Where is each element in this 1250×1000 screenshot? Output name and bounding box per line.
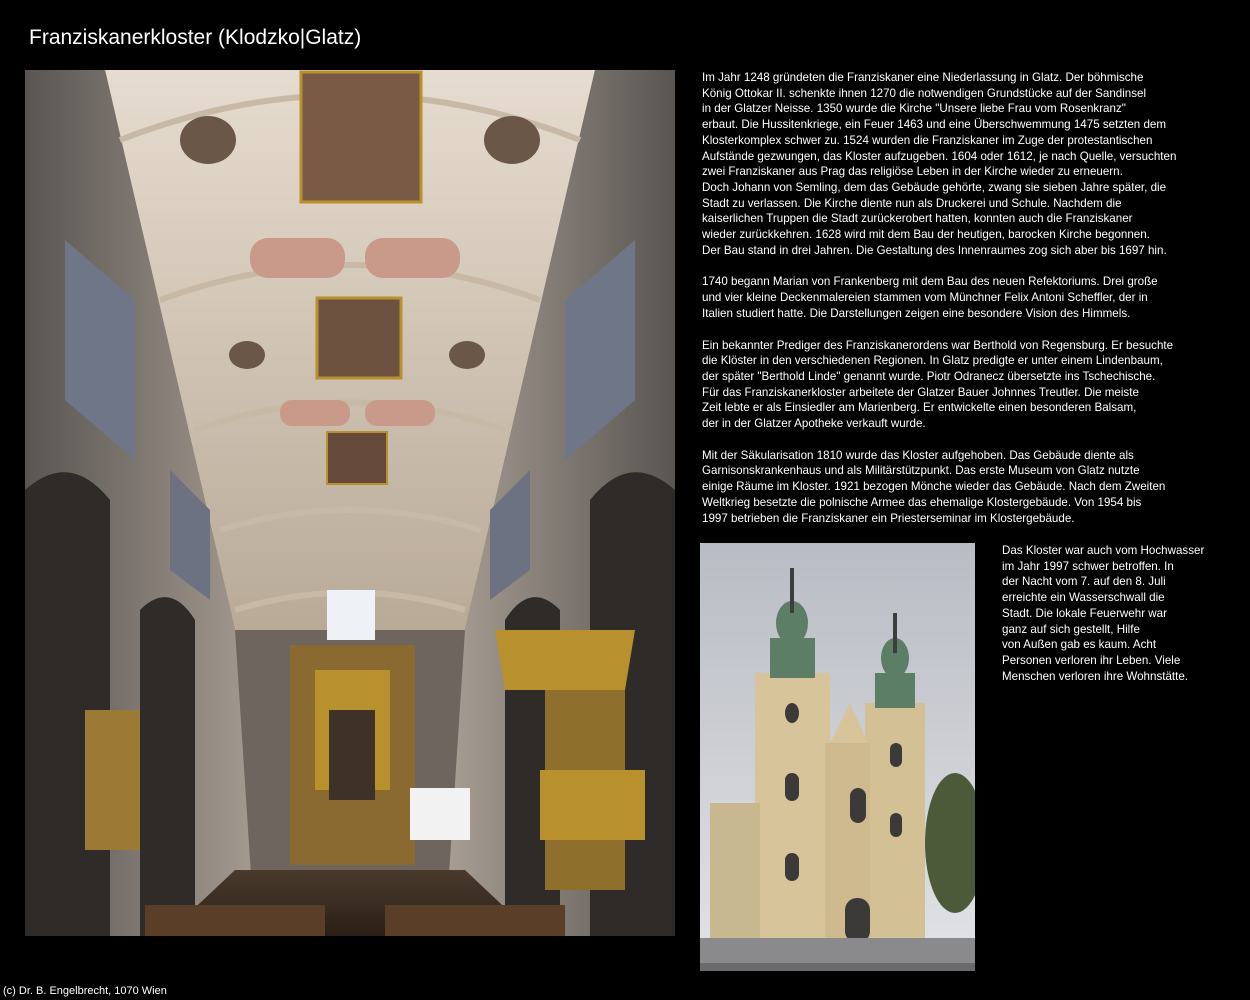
text-line: wieder zurückkehren. 1628 wird mit dem Bau der heutigen, barocken Kirche begonnen. — [702, 228, 1150, 242]
text-line: Der Bau stand in drei Jahren. Die Gestaltung des Innenraumes zog sich aber bis 1697 hin. — [702, 243, 1167, 257]
text-line: Personen verloren ihr Leben. Viele — [1002, 653, 1181, 667]
paragraph-berthold — [702, 338, 1232, 432]
text-line: erreichte ein Wasserschwall die — [1002, 591, 1165, 605]
text-line: die Klöster in den verschiedenen Regionen. In Glatz predigte er unter einem Lindenbaum, — [702, 354, 1163, 368]
text-line: Zeit lebte er als Einsiedler am Marienberg. Er entwickelte einen besonderen Balsam, — [702, 401, 1137, 415]
text-line: in der Glatzer Neisse. 1350 wurde die Kirche "Unsere liebe Frau vom Rosenkranz" — [702, 102, 1126, 116]
paragraph-refectory — [702, 274, 1232, 321]
text-line: von Außen gab es kaum. Acht — [1002, 638, 1157, 652]
text-line: und vier kleine Deckenmalereien stammen vom Münchner Felix Antoni Scheffler, der in — [702, 291, 1148, 305]
text-line: der Nacht vom 7. auf den 8. Juli — [1002, 575, 1166, 589]
text-line: im Jahr 1997 schwer betroffen. In — [1002, 559, 1174, 573]
text-line: ganz auf sich gestellt, Hilfe — [1002, 622, 1140, 636]
church-facade-illustration — [700, 543, 975, 971]
text-line: Aufstände gezwungen, das Kloster aufzugeben. 1604 oder 1612, je nach Quelle, versuchten — [702, 149, 1177, 163]
text-line: Garnisonskrankenhaus und als Militärstützpunkt. Das erste Museum von Glatz nutzte — [702, 464, 1140, 478]
text-line: der in der Glatzer Apotheke verkauft wurde. — [702, 417, 926, 431]
text-line: Mit der Säkularisation 1810 wurde das Kloster aufgehoben. Das Gebäude diente als — [702, 448, 1134, 462]
text-line: Menschen verloren ihre Wohnstätte. — [1002, 669, 1189, 683]
text-line: 1997 betrieben die Franziskaner ein Priesterseminar im Klostergebäude. — [702, 511, 1075, 525]
page-title: Franziskanerkloster (Klodzko|Glatz) — [29, 26, 362, 49]
text-line: Stadt. Die lokale Feuerwehr war — [1002, 606, 1167, 620]
text-line: Klosterkomplex schwer zu. 1524 wurden die Franziskaner im Zuge der protestantischen — [702, 133, 1153, 147]
church-exterior-photo — [700, 543, 975, 971]
paragraph-secularisation — [702, 448, 1232, 527]
text-line: Für das Franziskanerkloster arbeitete der Glatzer Bauer Johnnes Treutler. Die meiste — [702, 385, 1139, 399]
church-interior-photo — [25, 70, 675, 936]
text-line: Ein bekannter Prediger des Franziskanerordens war Berthold von Regensburg. Er besuchte — [702, 338, 1174, 352]
copyright-notice: (c) Dr. B. Engelbrecht, 1070 Wien — [3, 985, 167, 997]
paragraph-history-founding — [702, 70, 1232, 258]
text-line: der später "Berthold Linde" genannt wurde. Piotr Odranecz übersetzte ins Tschechische. — [702, 369, 1156, 383]
church-interior-illustration — [25, 70, 675, 936]
text-line: König Ottokar II. schenkte ihnen 1270 die notwendigen Grundstücke auf der Sandinsel — [702, 86, 1147, 100]
text-line: kaiserlichen Truppen die Stadt zurückerobert hatten, konnten auch die Franziskaner — [702, 212, 1133, 226]
history-text — [702, 70, 1232, 542]
text-line: erbaut. Die Hussitenkriege, ein Feuer 1463 und eine Überschwemmung 1475 setzten dem — [702, 118, 1167, 132]
text-line: Weltkrieg besetzte die polnische Armee das ehemalige Klostergebäude. Von 1954 bis — [702, 495, 1142, 509]
text-line: Doch Johann von Semling, dem das Gebäude gehörte, zwang sie sieben Jahre später, die — [702, 180, 1167, 194]
flood-text — [1002, 543, 1242, 684]
text-line: Im Jahr 1248 gründeten die Franziskaner eine Niederlassung in Glatz. Der böhmische — [702, 71, 1144, 84]
text-line: einige Räume im Kloster. 1921 bezogen Mönche wieder das Gebäude. Nach dem Zweiten — [702, 480, 1166, 494]
text-line: Das Kloster war auch vom Hochwasser — [1002, 544, 1205, 557]
text-line: Italien studiert hatte. Die Darstellungen zeigen eine besondere Vision des Himmels. — [702, 306, 1131, 320]
text-line: zwei Franziskaner aus Prag das religiöse Leben in der Kirche wieder zu erneuern. — [702, 165, 1123, 179]
text-line: Stadt zu verlassen. Die Kirche diente nun als Druckerei und Schule. Nachdem die — [702, 196, 1122, 210]
text-line: 1740 begann Marian von Frankenberg mit dem Bau des neuen Refektoriums. Drei große — [702, 275, 1158, 289]
